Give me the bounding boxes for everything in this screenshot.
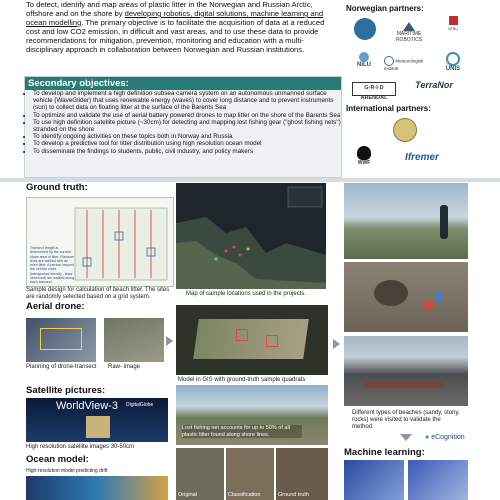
objective-item: • To optimize and validate the use of aerial battery powered drones to map litter on the shore of the Barents Sea: [33, 112, 341, 119]
terranor-label: TerraNor: [415, 80, 453, 90]
wwf-label: WWF: [357, 160, 371, 166]
maritime-robotics-label: MARITIME ROBOTICS: [395, 31, 423, 43]
objective-item: • To develop and implement a high definition subsea camera system on an autonomous unmanned surface vehicle (WaveGlider) that uses renewable energy (waves) to cover long distance and to prevent instruments (sun) to collect data on floating litter at the surface of the Barents Sea: [33, 90, 341, 112]
intro-text: [26, 0, 336, 54]
met-label: Meteorologisk institutt: [384, 58, 424, 72]
ml-result-image-1: [344, 460, 404, 500]
drone-planning-image: [26, 318, 96, 362]
gis-model-caption: Model in GIS with ground-truth sample quadrats: [178, 377, 306, 383]
ntnu-logo: [442, 14, 464, 48]
sintef-logo: [352, 18, 378, 44]
intro-text-underlined: developing robotics, digital solutions, machine learning and ocean modelling: [26, 9, 324, 27]
photo-field-worker: [344, 183, 468, 259]
sample-map-svg: [176, 183, 326, 289]
intro-text-start: To detect, identify and map areas of plastic litter in the Norwegian and Russian Arctic, offshore and on the shore by: [26, 0, 313, 18]
fishing-net-photo: [176, 385, 328, 445]
sample-map-caption: Map of sample locations used in the projects.: [186, 291, 307, 297]
maritime-robotics-logo: [386, 22, 432, 43]
objective-item: • To disseminate the findings to students, public, civil industry, and policy makers: [33, 148, 341, 155]
ml-tile-label: Original: [178, 491, 197, 498]
ocean-model-caption: High-resolution model predicting drift: [26, 468, 108, 474]
ml-tile-label: Ground truth: [278, 491, 309, 498]
ml-tile-ground-truth: [276, 448, 328, 500]
russian-institute-logo: [392, 118, 418, 144]
objective-item: • To identify ongoing activities on these topics both in Norway and Russia: [33, 133, 341, 140]
met-logo: [384, 56, 430, 74]
grid-label: G·R·I·D ARENDAL: [360, 85, 388, 101]
drone-planning-caption: Planning of drone-transect: [26, 364, 97, 370]
objective-item: • To develop a predictive tool for litter distribution using high resolution ocean model: [33, 140, 341, 147]
ground-truth-title: Ground truth:: [26, 182, 88, 193]
fishing-net-text: Lost fishing net accounts for up to 50% of all plastic litter found along shore lines.: [182, 425, 302, 438]
objective-item: • To use high definition satellite picture (~30cm) for detecting and mapping lost fishing gear ("ghost fishing nets") stranded on the shore: [33, 119, 341, 133]
ntnu-label: NTNU: [448, 27, 458, 31]
satellite-icon: [86, 416, 110, 438]
arrow-right-icon: [333, 339, 340, 349]
objectives-list: [25, 90, 341, 155]
nilu-logo: [350, 52, 378, 74]
grid-arendal-logo: [352, 82, 396, 101]
ml-tile-classification: [226, 448, 274, 500]
photo-stony-beach: [344, 336, 468, 406]
intro-text-end: . The primary objective is to facilitate the acquisition of data at a reduced cost and low CO2 emission, in difficult and vast areas, and to use these data to provide recommendations for mitigation, prevention, monitoring and education with a multi-disciplinary approach in collaboration between Norwegian and Russian institutions.: [26, 18, 325, 54]
arrow-right-icon: [166, 336, 173, 346]
drone-raw-image: [104, 318, 164, 362]
norwegian-partners-title: Norwegian partners:: [346, 4, 424, 13]
terranor-logo: [404, 80, 464, 90]
ecognition-label: eCognition: [431, 434, 465, 441]
ecognition-logo: [425, 434, 465, 441]
beaches-caption: Different types of beaches (sandy, stony, rocks) were visited to validate the method.: [352, 410, 460, 430]
satellite-title: Satellite pictures:: [26, 385, 106, 396]
ifremer-logo: [392, 152, 452, 163]
worldview-image: [26, 398, 168, 442]
drone-raw-caption: Raw- image: [108, 364, 141, 370]
wwf-logo: [352, 146, 376, 174]
machine-learning-title: Machine learning:: [344, 447, 425, 458]
ocean-model-title: Ocean model:: [26, 454, 89, 465]
secondary-title: Secondary objectives:: [25, 77, 341, 90]
ifremer-label: Ifremer: [405, 152, 439, 163]
ecognition-dots-icon: ●: [425, 434, 430, 441]
nilu-label: NILU: [357, 62, 371, 68]
ml-tile-label: Classification: [228, 491, 261, 498]
sample-map: [176, 183, 326, 289]
sample-design-figure: [26, 197, 174, 287]
unis-logo: [440, 52, 466, 76]
unis-label: UNIS: [445, 66, 461, 72]
ml-tile-original: [176, 448, 224, 500]
satellite-caption: High resolution satellite images 30-50cm: [26, 444, 135, 450]
arrow-down-icon: [400, 434, 412, 441]
digitalglobe-label: DigitalGlobe: [126, 402, 154, 408]
photo-seal-litter: [344, 262, 468, 332]
ml-result-image-2: [408, 460, 468, 500]
ocean-model-image: [26, 476, 168, 500]
worldview-label: WorldView-3: [56, 400, 118, 412]
sample-design-inset-text: Transect length is determined by the current slope area of litter. Random lines are walked with an even litter. A person beyond the vehicle route (transported density - lines observed) are walked along each transect.: [30, 246, 75, 285]
secondary-objectives: [24, 76, 342, 178]
gis-model-image: [176, 305, 328, 375]
international-partners-title: International partners:: [346, 104, 431, 113]
sample-design-caption: Sample design for calculation of beach litter. The sites are randomly selected based on a grid system.: [26, 287, 170, 300]
aerial-drone-title: Aerial drone:: [26, 301, 85, 312]
